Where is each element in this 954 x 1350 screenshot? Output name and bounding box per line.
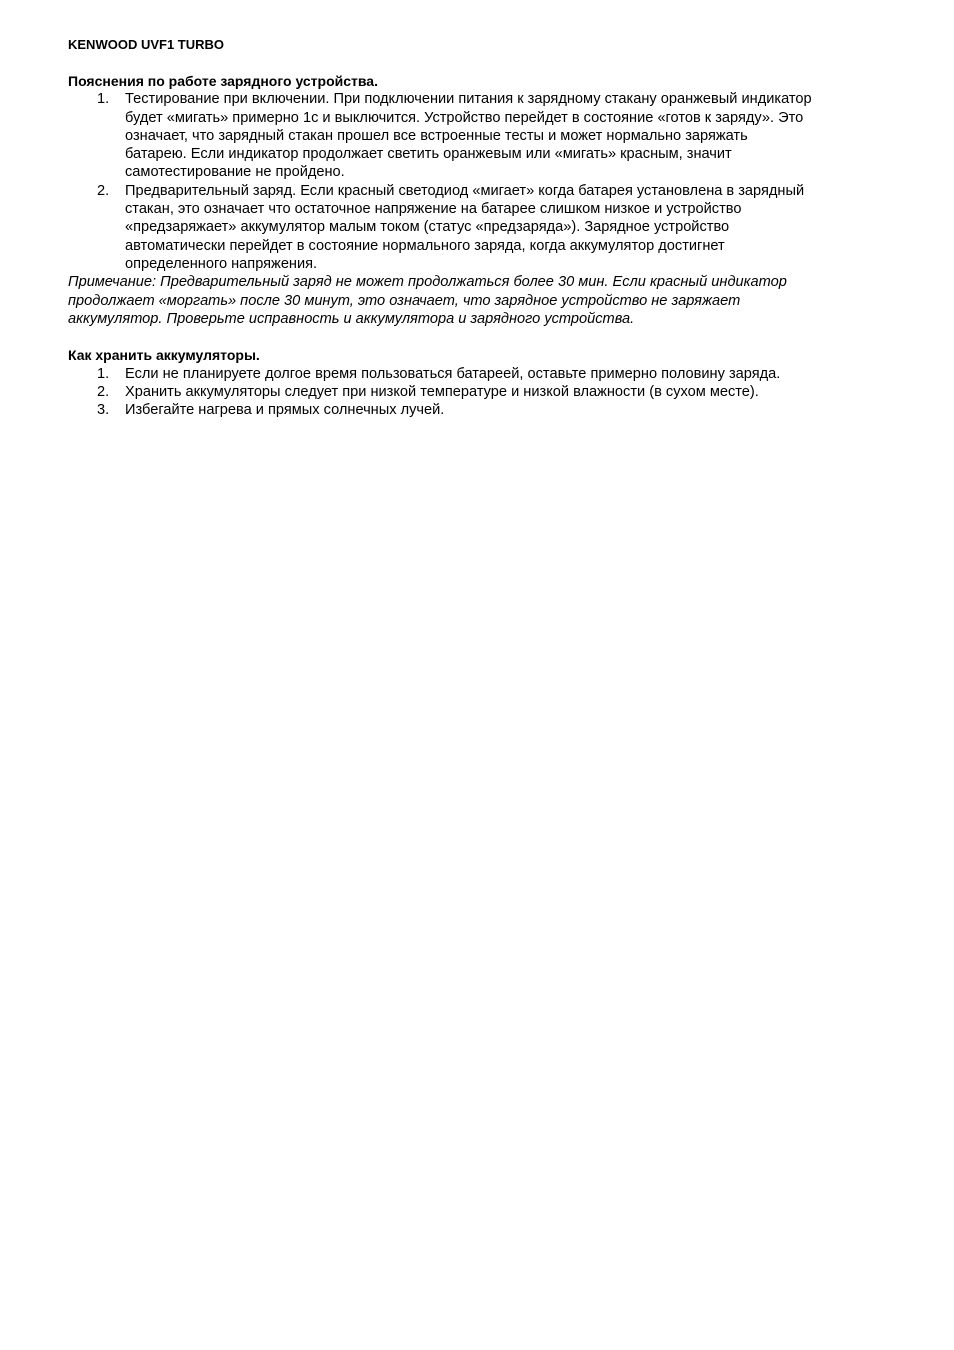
document-title: KENWOOD UVF1 TURBO — [68, 37, 224, 52]
list-item-number: 2. — [97, 182, 110, 199]
document-page — [68, 36, 898, 420]
list-item — [68, 383, 898, 401]
list-item — [68, 182, 898, 273]
list-item-text: Если не планируете долгое время пользоваться батареей, оставьте примерно половину заряда. — [125, 365, 781, 382]
list-item-line: определенного напряжения. — [125, 255, 318, 272]
storage-list — [68, 365, 898, 420]
charger-section — [68, 72, 898, 328]
charger-list — [68, 90, 898, 273]
list-item-number: 2. — [97, 384, 110, 401]
list-item — [68, 90, 898, 181]
note-line: Примечание: Предварительный заряд не может продолжаться более 30 мин. Если красный индикатор — [68, 274, 787, 291]
list-item-line: батарею. Если индикатор продолжает светить оранжевым или «мигать» красным, значит — [125, 146, 732, 163]
list-item-line: автоматически перейдет в состояние нормального заряда, когда аккумулятор достигнет — [125, 237, 725, 254]
note-paragraph — [68, 273, 898, 328]
list-item-text: Хранить аккумуляторы следует при низкой температуре и низкой влажности (в сухом месте). — [125, 384, 759, 401]
list-item-text: Избегайте нагрева и прямых солнечных лучей. — [125, 402, 445, 419]
list-item-line: самотестирование не пройдено. — [125, 164, 345, 181]
list-item-line: будет «мигать» примерно 1с и выключится. Устройство перейдет в состояние «готов к заряду». Это — [125, 109, 804, 126]
list-item-number: 1. — [97, 365, 110, 382]
note-line: аккумулятор. Проверьте исправность и аккумулятора и зарядного устройства. — [68, 310, 635, 327]
storage-section — [68, 346, 898, 419]
list-item-line: означает, что зарядный стакан прошел все встроенные тесты и может нормально заряжать — [125, 127, 748, 144]
list-item — [68, 365, 898, 383]
list-item-number: 1. — [97, 91, 110, 108]
list-item-line: Предварительный заряд. Если красный светодиод «мигает» когда батарея установлена в зарядный — [125, 182, 805, 199]
storage-section-heading: Как хранить аккумуляторы. — [68, 347, 260, 364]
list-item-line: «предзаряжает» аккумулятор малым током (статус «предзаряда»). Зарядное устройство — [125, 219, 730, 236]
charger-section-heading: Пояснения по работе зарядного устройства. — [68, 73, 378, 89]
list-item-line: стакан, это означает что остаточное напряжение на батарее слишком низкое и устройство — [125, 201, 742, 218]
note-line: продолжает «моргать» после 30 минут, это означает, что зарядное устройство не заряжает — [68, 292, 741, 309]
list-item-number: 3. — [97, 402, 110, 419]
list-item — [68, 401, 898, 419]
list-item-line: Тестирование при включении. При подключении питания к зарядному стакану оранжевый индикатор — [125, 91, 812, 108]
